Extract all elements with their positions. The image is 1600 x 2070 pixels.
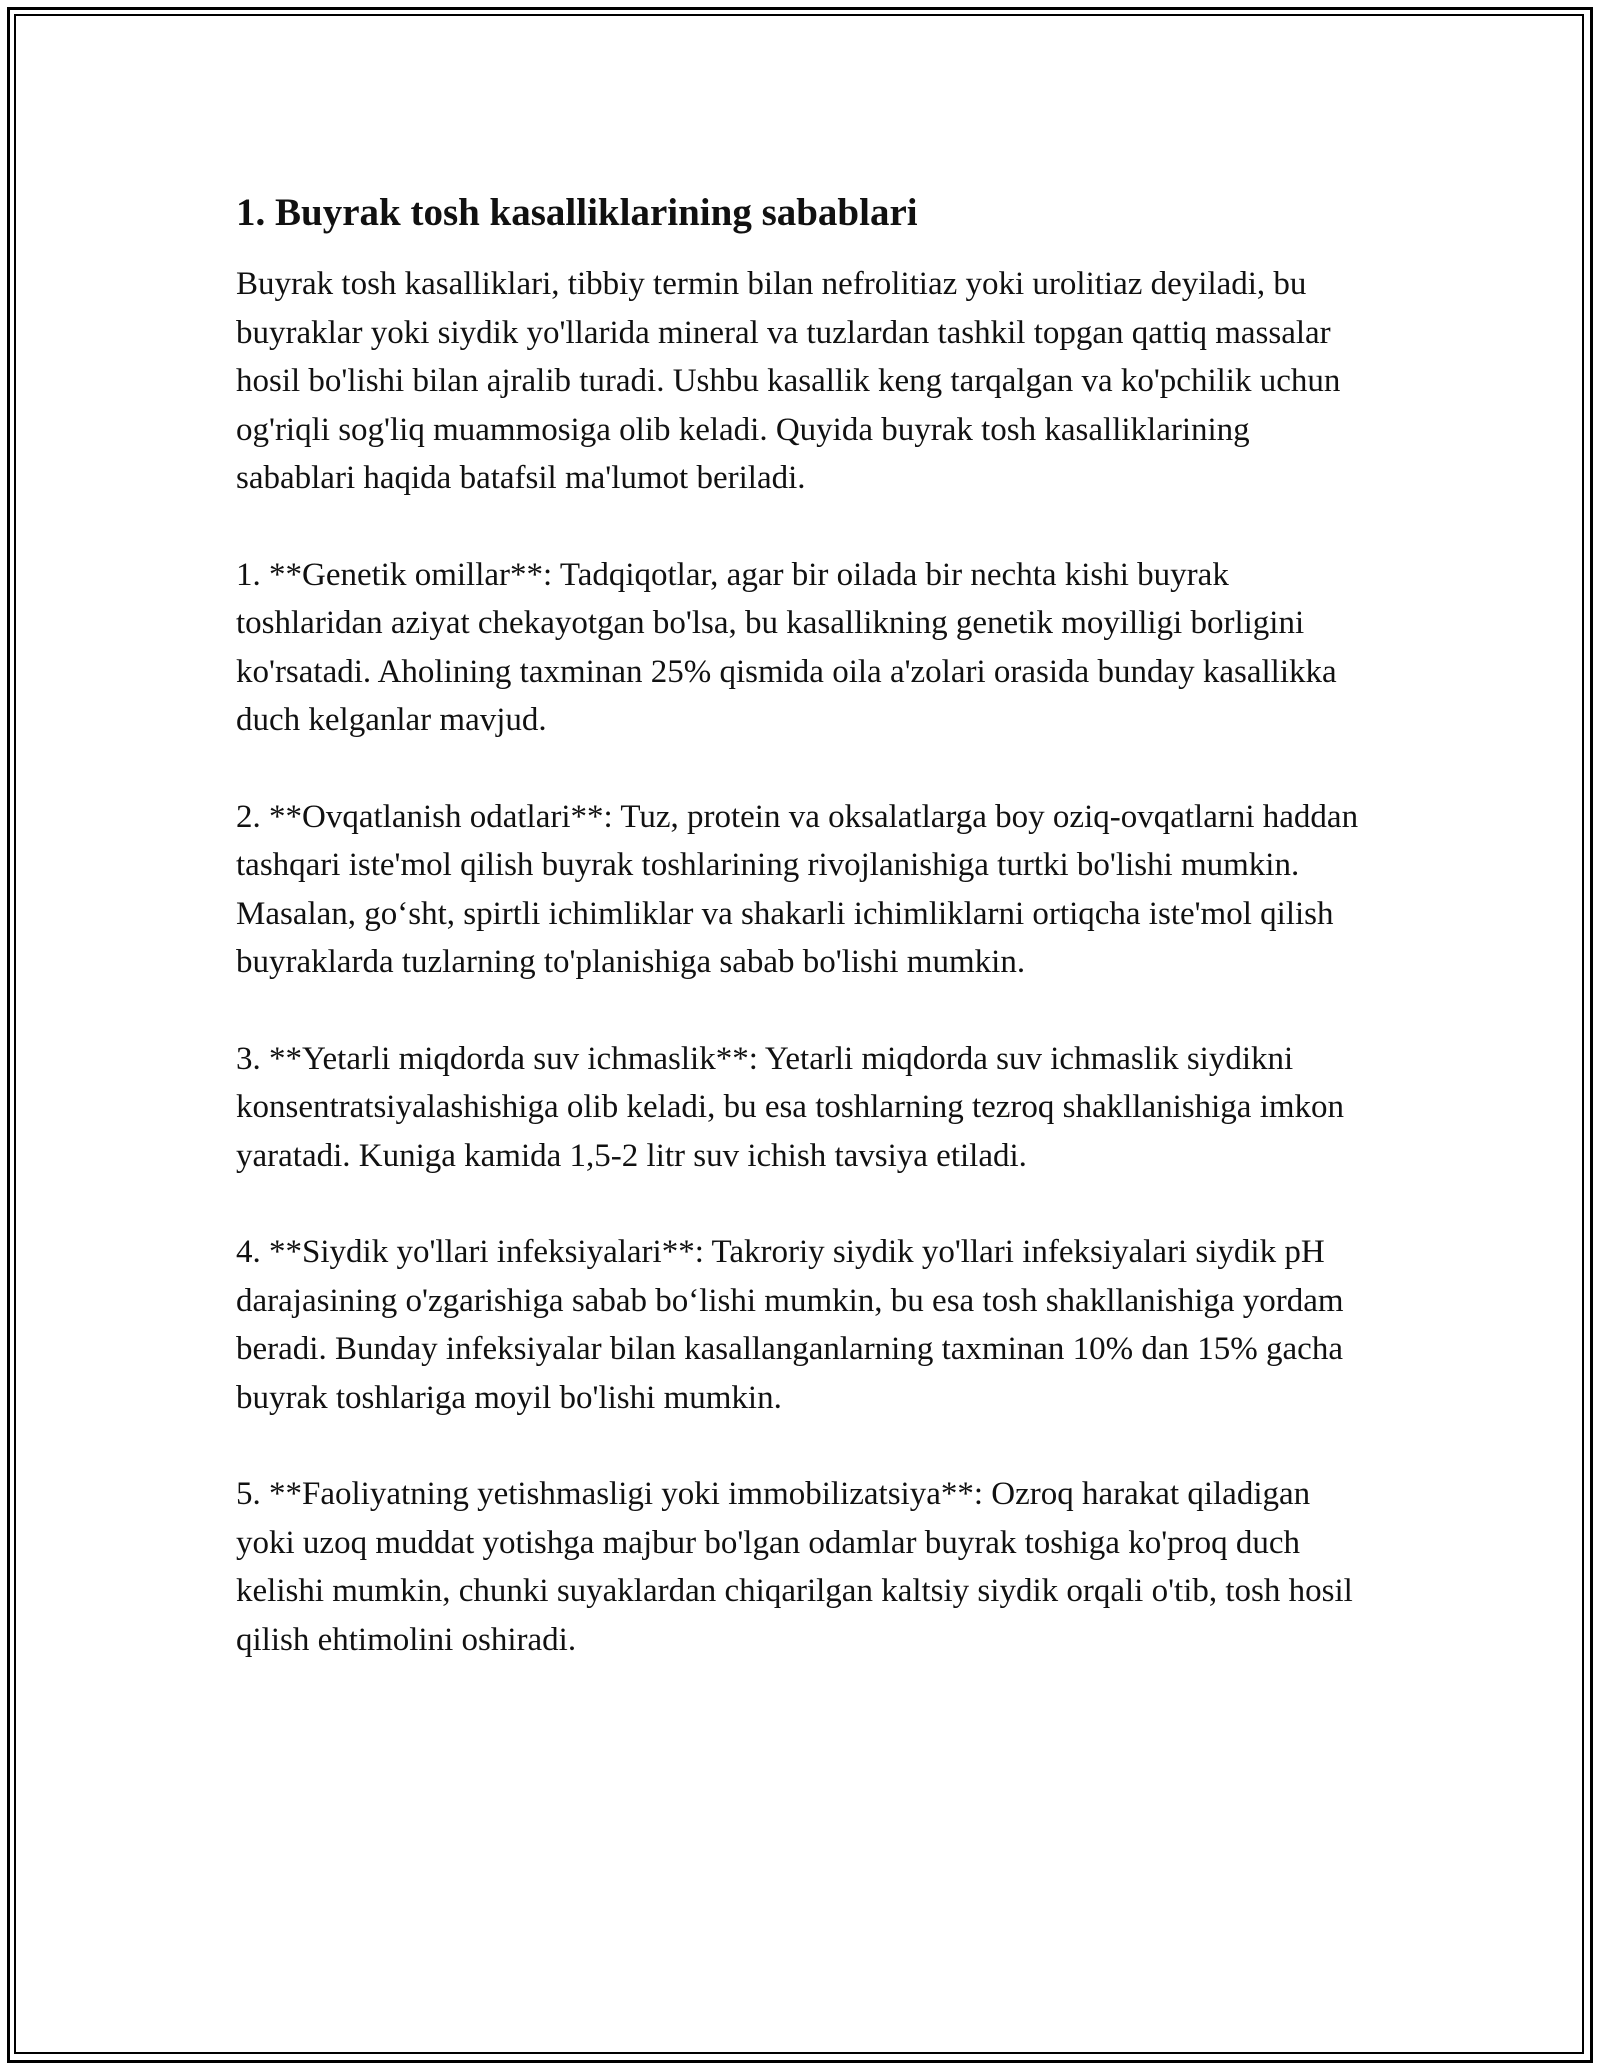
paragraph-water-intake: 3. **Yetarli miqdorda suv ichmaslik**: Yetarli miqdorda suv ichmaslik siydikni konsentratsiyalashishiga olib keladi, bu esa toshlarning tezroq shakllanishiga imkon yaratadi. Kuniga kamida 1,5-2 litr suv ichish tavsiya etiladi. (236, 1040, 1345, 1174)
paragraph-urinary-infections: 4. **Siydik yo'llari infeksiyalari**: Takroriy siydik yo'llari infeksiyalari siydik pH darajasining o'zgarishiga sabab bo‘lishi mumkin, bu esa tosh shakllanishiga yordam beradi. Bunday infeksiyalar bilan kasallanganlarning taxminan 10% dan 15% gacha buyrak toshlariga moyil bo'lishi mumkin. (236, 1234, 1344, 1416)
document-body (236, 186, 1366, 1712)
paragraph-immobilization: 5. **Faoliyatning yetishmasligi yoki immobilizatsiya**: Ozroq harakat qiladigan yoki uzoq muddat yotishga majbur bo'lgan odamlar buyrak toshiga ko'proq duch kelishi mumkin, chunki suyaklardan chiqarilgan kaltsiy siydik orqali o'tib, tosh hosil qilish ehtimolini oshiradi. (236, 1476, 1353, 1658)
paragraph-eating-habits: 2. **Ovqatlanish odatlari**: Tuz, protein va oksalatlarga boy oziq-ovqatlarni haddan tashqari iste'mol qilish buyrak toshlarining rivojlanishiga turtki bo'lishi mumkin. Masalan, go‘sht, spirtli ichimliklar va shakarli ichimliklarni ortiqcha iste'mol qilish buyraklarda tuzlarning to'planishiga sabab bo'lishi mumkin. (236, 798, 1359, 980)
paragraph-genetic-factors: 1. **Genetik omillar**: Tadqiqotlar, agar bir oilada bir nechta kishi buyrak toshlaridan aziyat chekayotgan bo'lsa, bu kasallikning genetik moyilligi borligini ko'rsatadi. Aholining taxminan 25% qismida oila a'zolari orasida bunday kasallikka duch kelganlar mavjud. (236, 556, 1337, 738)
document-title: 1. Buyrak tosh kasalliklarining sabablari (236, 191, 918, 234)
intro-paragraph: Buyrak tosh kasalliklari, tibbiy termin bilan nefrolitiaz yoki urolitiaz deyiladi, bu buyraklar yoki siydik yo'llarida mineral va tuzlardan tashkil topgan qattiq massalar hosil bo'lishi bilan ajralib turadi. Ushbu kasallik keng tarqalgan va ko'pchilik uchun og'riqli sog'liq muammosiga olib keladi. Quyida buyrak tosh kasalliklarining sabablari haqida batafsil ma'lumot beriladi. (236, 266, 1341, 496)
